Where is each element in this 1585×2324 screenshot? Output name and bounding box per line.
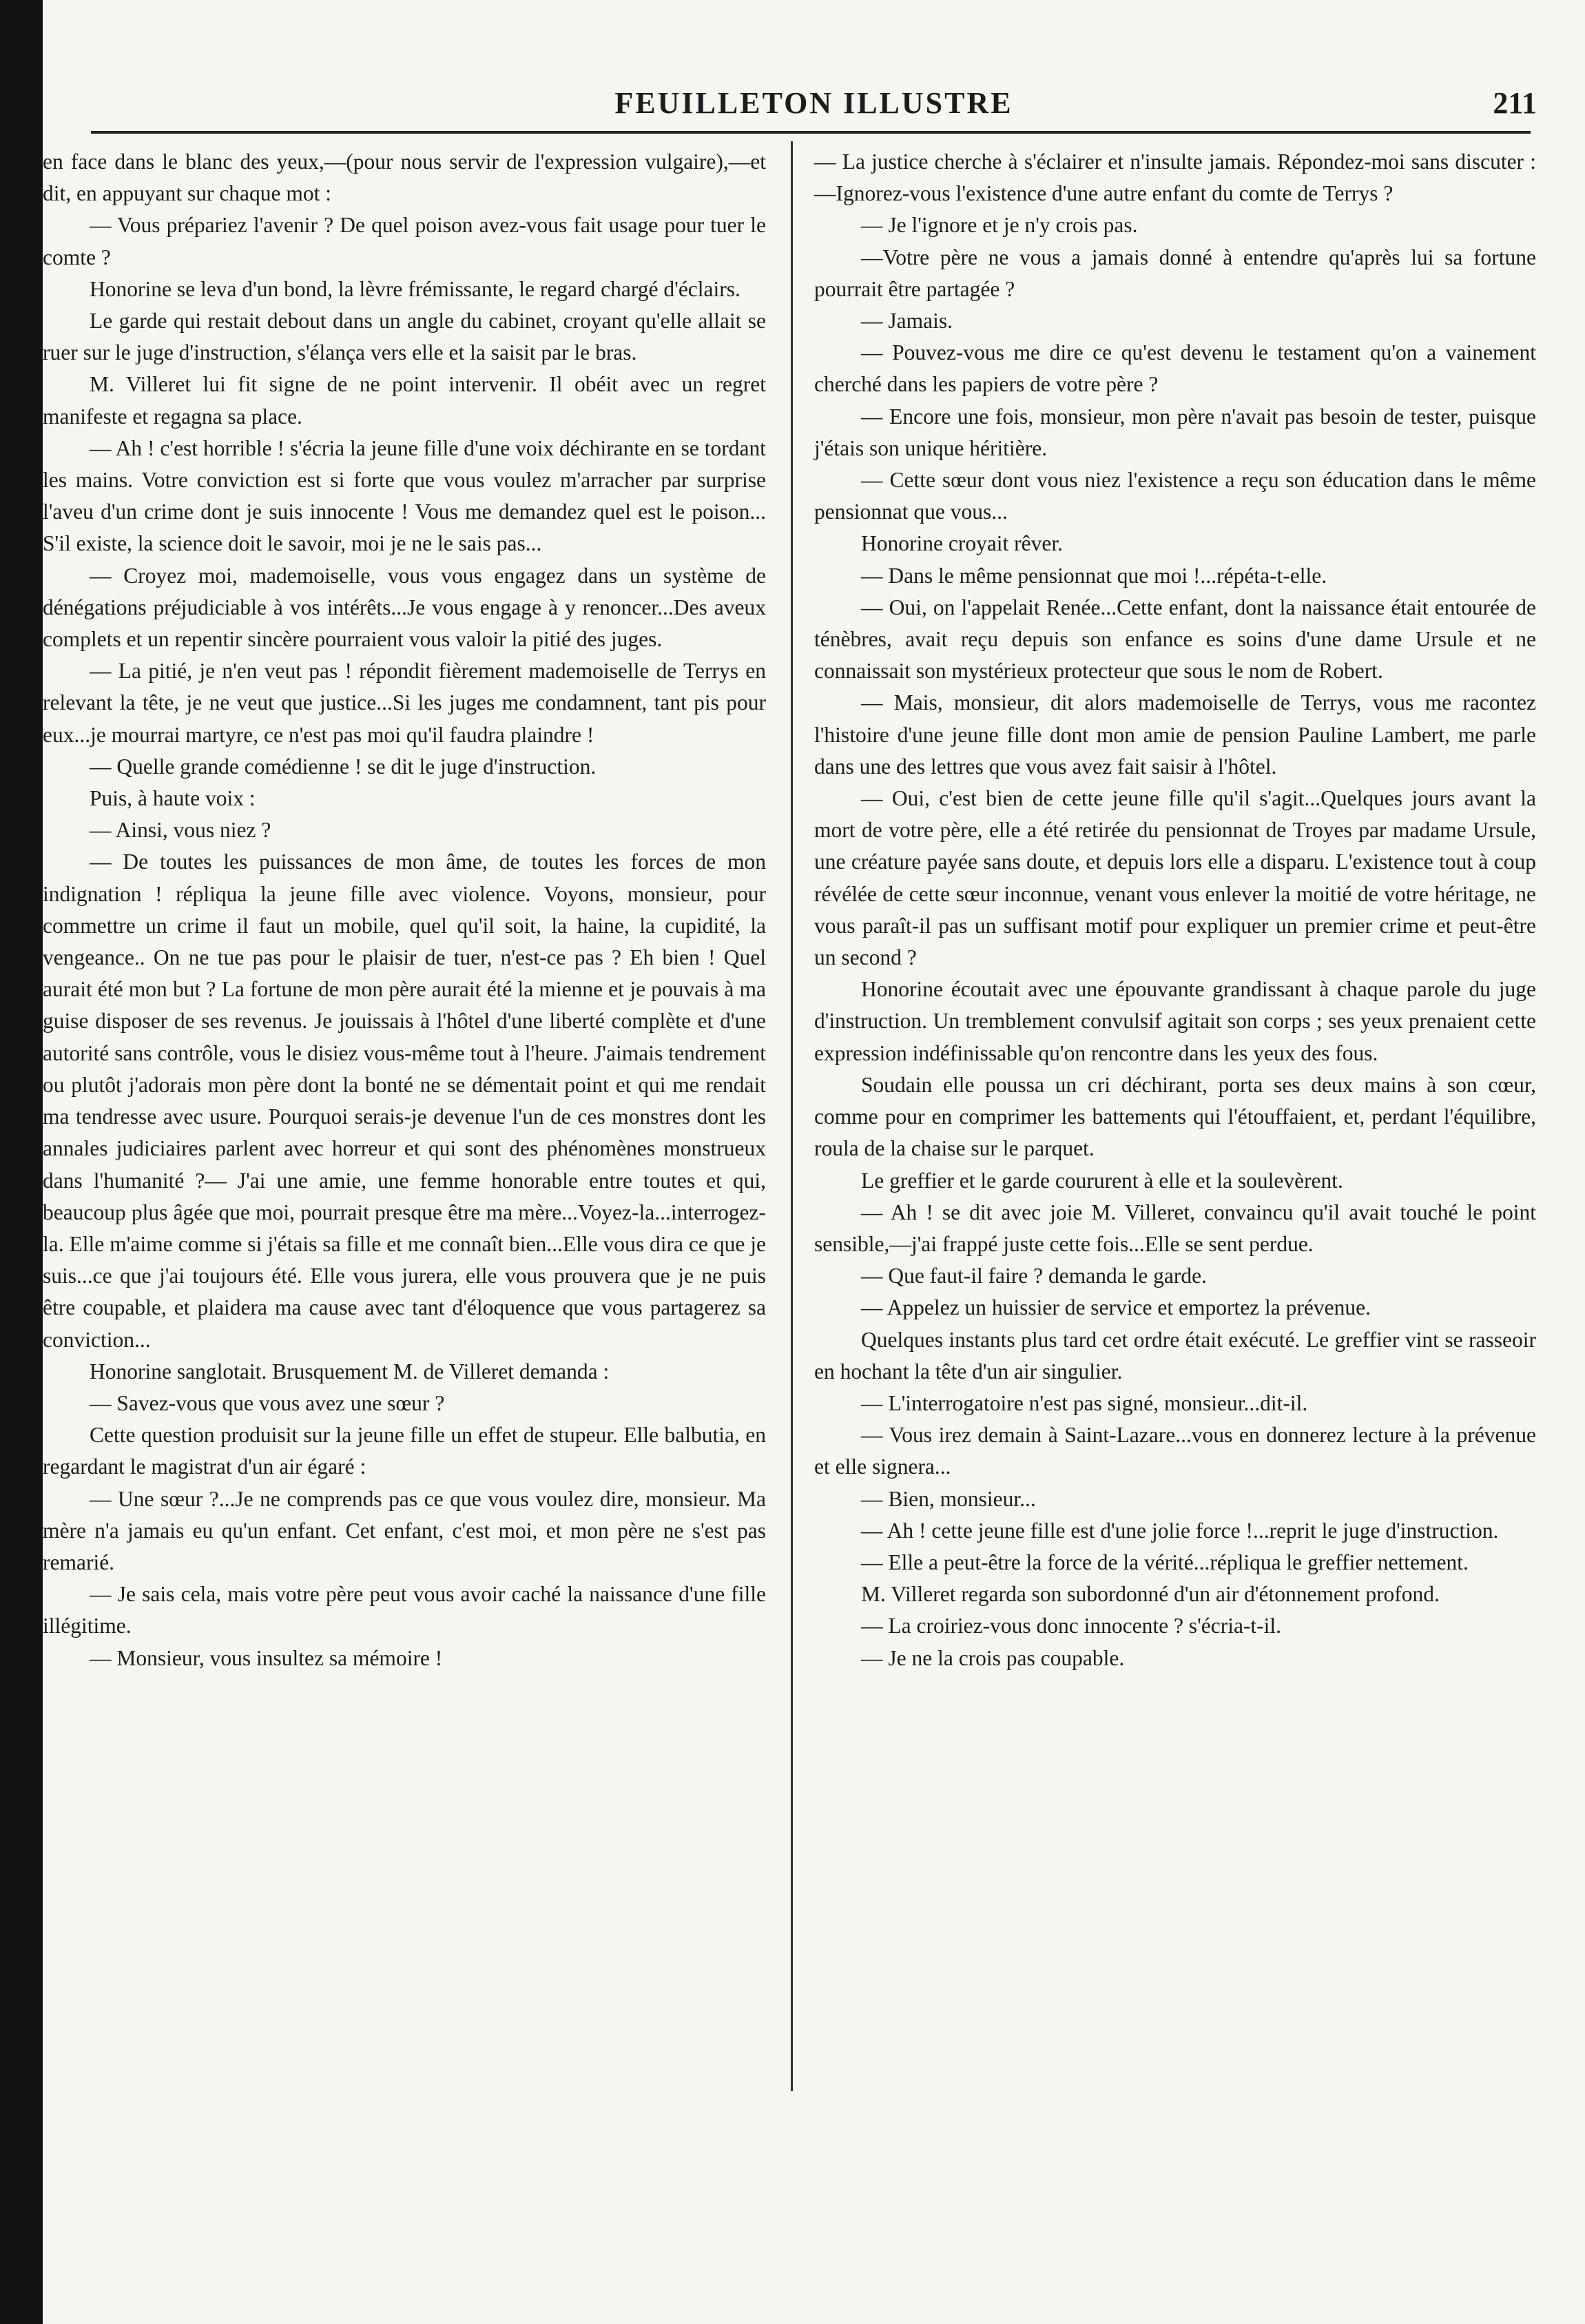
paragraph: Soudain elle poussa un cri déchirant, porta ses deux mains à son cœur, comme pour en comprimer les battements qui l'étouffaient, et, perdant l'équilibre, roula de la chaise sur le parquet. <box>814 1072 1536 1161</box>
paragraph: — Savez-vous que vous avez une sœur ? <box>90 1390 445 1415</box>
paragraph: Quelques instants plus tard cet ordre était exécuté. Le greffier vint se rasseoir en hochant la tête d'un air singulier. <box>814 1327 1536 1384</box>
right-column <box>814 146 1536 1674</box>
paragraph: — L'interrogatoire n'est pas signé, monsieur...dit-il. <box>861 1390 1308 1415</box>
header-title: FEUILLETON ILLUSTRE <box>614 86 1013 120</box>
paragraph: M. Villeret lui fit signe de ne point intervenir. Il obéit avec un regret manifeste et regagna sa place. <box>43 372 766 429</box>
paragraph: — La croiriez-vous donc innocente ? s'écria-t-il. <box>861 1614 1282 1638</box>
paragraph: — Ainsi, vous niez ? <box>90 818 271 843</box>
paragraph: — Croyez moi, mademoiselle, vous vous engagez dans un système de dénégations préjudiciable à vos intérêts...Je vous engage à y renoncer...Des aveux complets et un repentir sincère pourraient vous valoir la pitié des juges. <box>43 563 766 652</box>
paragraph: Honorine se leva d'un bond, la lèvre frémissante, le regard chargé d'éclairs. <box>90 276 740 301</box>
paragraph: Puis, à haute voix : <box>90 786 256 811</box>
paragraph: — La pitié, je n'en veut pas ! répondit fièrement mademoiselle de Terrys en relevant la tête, je ne veut que justice...Si les juges me condamnent, tant pis pour eux...je mourrai martyre, ce n'est pas moi qu'il faudra plaindre ! <box>43 659 766 747</box>
paragraph: — Ah ! se dit avec joie M. Villeret, convaincu qu'il avait touché le point sensible,—j'ai frappé juste cette fois...Elle se sent perdue. <box>814 1200 1536 1256</box>
paragraph: — La justice cherche à s'éclairer et n'insulte jamais. Répondez-moi sans discuter :—Ignorez-vous l'existence d'une autre enfant du comte de Terrys ? <box>814 150 1536 206</box>
paragraph: — De toutes les puissances de mon âme, de toutes les forces de mon indignation ! répliqua la jeune fille avec violence. Voyons, monsieur, pour commettre un crime il faut un mobile, quel qu'il soit, la haine, la cupidité, la vengeance.. On ne tue pas pour le plaisir de tuer, n'est-ce pas ? Eh bien ! Quel aurait été mon but ? La fortune de mon père aurait été la mienne et je pouvais à ma guise disposer de ses revenus. Je jouissais à l'hôtel d'une liberté complète et d'une autorité sans contrôle, vous le disiez vous-même tout à l'heure. J'aimais tendrement ou plutôt j'adorais mon père dont la bonté ne se démentait point et qui me rendait ma tendresse avec usure. Pourquoi serais-je devenue l'un de ces monstres dont les annales judiciaires parlent avec horreur et qui sont des phénomènes monstrueux dans l'humanité ?— J'ai une amie, une femme honorable entre toutes et qui, beaucoup plus âgée que moi, pourrait presque être ma mère...Voyez-la...interrogez-la. Elle m'aime comme si j'étais sa fille et me connaît bien...Elle vous dira ce que je suis...ce que j'ai toujours été. Elle vous jurera, elle vous prouvera que je ne puis être coupable, et plaidera ma cause avec tant d'éloquence que vous partagerez sa conviction... <box>43 850 766 1352</box>
paragraph: —Votre père ne vous a jamais donné à entendre qu'après lui sa fortune pourrait être partagée ? <box>814 245 1536 301</box>
paragraph: — Encore une fois, monsieur, mon père n'avait pas besoin de tester, puisque j'étais son unique héritière. <box>814 404 1536 460</box>
left-column <box>43 146 766 1674</box>
running-head <box>43 76 1585 124</box>
paragraph: Honorine sanglotait. Brusquement M. de Villeret demanda : <box>90 1359 610 1384</box>
newspaper-page <box>43 0 1585 2324</box>
paragraph: — Bien, monsieur... <box>861 1486 1036 1511</box>
paragraph: — Pouvez-vous me dire ce qu'est devenu le testament qu'on a vainement cherché dans les papiers de votre père ? <box>814 340 1536 397</box>
paragraph: en face dans le blanc des yeux,—(pour nous servir de l'expression vulgaire),—et dit, en appuyant sur chaque mot : <box>43 150 766 206</box>
paragraph: — Vous irez demain à Saint-Lazare...vous en donnerez lecture à la prévenue et elle signera... <box>814 1423 1536 1479</box>
paragraph: — Elle a peut-être la force de la vérité...répliqua le greffier nettement. <box>861 1550 1469 1574</box>
page-number: 211 <box>1493 86 1537 120</box>
paragraph: — Ah ! cette jeune fille est d'une jolie force !...reprit le juge d'instruction. <box>861 1518 1499 1543</box>
paragraph: Honorine croyait rêver. <box>861 531 1064 556</box>
paragraph: — Mais, monsieur, dit alors mademoiselle de Terrys, vous me racontez l'histoire d'une jeune fille dont mon amie de pension Pauline Lambert, me parle dans une des lettres que vous avez fait saisir à l'hôtel. <box>814 690 1536 779</box>
column-divider <box>791 141 793 2091</box>
paragraph: M. Villeret regarda son subordonné d'un air d'étonnement profond. <box>861 1582 1440 1607</box>
paragraph: — Dans le même pensionnat que moi !...répéta-t-elle. <box>861 563 1327 588</box>
paragraph: — Cette sœur dont vous niez l'existence a reçu son éducation dans le même pensionnat que vous... <box>814 468 1536 524</box>
paragraph: — Oui, c'est bien de cette jeune fille qu'il s'agit...Quelques jours avant la mort de votre père, elle a été retirée du pensionnat de Troyes par madame Ursule, une créature payée sans doute, et depuis lors elle a disparu. L'existence tout à coup révélée de cette sœur inconnue, venant vous enlever la moitié de votre héritage, ne vous paraît-il pas un suffisant motif pour expliquer un premier crime et peut-être un second ? <box>814 786 1536 970</box>
paragraph: — Quelle grande comédienne ! se dit le juge d'instruction. <box>90 754 597 779</box>
paragraph: — Une sœur ?...Je ne comprends pas ce que vous voulez dire, monsieur. Ma mère n'a jamais eu qu'un enfant. Cet enfant, c'est moi, et mon père ne s'est pas remarié. <box>43 1486 766 1574</box>
paragraph: — Je l'ignore et je n'y crois pas. <box>861 213 1138 238</box>
paragraph: — Je ne la crois pas coupable. <box>861 1645 1125 1670</box>
paragraph: — Oui, on l'appelait Renée...Cette enfant, dont la naissance était entourée de ténèbres, avait reçu depuis son enfance es soins d'une dame Ursule et ne connaissait son mystérieux protecteur que sous le nom de Robert. <box>814 595 1536 683</box>
paragraph: Le garde qui restait debout dans un angle du cabinet, croyant qu'elle allait se ruer sur le juge d'instruction, s'élança vers elle et la saisit par le bras. <box>43 309 766 365</box>
paragraph: — Vous prépariez l'avenir ? De quel poison avez-vous fait usage pour tuer le comte ? <box>43 213 766 269</box>
header-rule <box>91 131 1531 134</box>
paragraph: — Ah ! c'est horrible ! s'écria la jeune fille d'une voix déchirante en se tordant les mains. Votre conviction est si forte que vous voulez m'arracher par surprise l'aveu d'un crime dont je suis innocente ! Vous me demandez quel est le poison... S'il existe, la science doit le savoir, moi je ne le sais pas... <box>43 435 766 556</box>
paragraph: — Je sais cela, mais votre père peut vous avoir caché la naissance d'une fille illégitime. <box>43 1582 766 1638</box>
paragraph: — Monsieur, vous insultez sa mémoire ! <box>90 1645 443 1670</box>
paragraph: Honorine écoutait avec une épouvante grandissant à chaque parole du juge d'instruction. Un tremblement convulsif agitait son corps ; ses yeux prenaient cette expression indéfinissable qu'on rencontre dans les yeux des fous. <box>814 977 1536 1065</box>
paragraph: Cette question produisit sur la jeune fille un effet de stupeur. Elle balbutia, en regardant le magistrat d'un air égaré : <box>43 1423 766 1479</box>
paragraph: — Jamais. <box>861 309 953 333</box>
paragraph: Le greffier et le garde coururent à elle et la soulevèrent. <box>861 1168 1343 1193</box>
paragraph: — Appelez un huissier de service et emportez la prévenue. <box>861 1295 1371 1320</box>
paragraph: — Que faut-il faire ? demanda le garde. <box>861 1264 1208 1288</box>
binding-shadow <box>0 0 43 2324</box>
